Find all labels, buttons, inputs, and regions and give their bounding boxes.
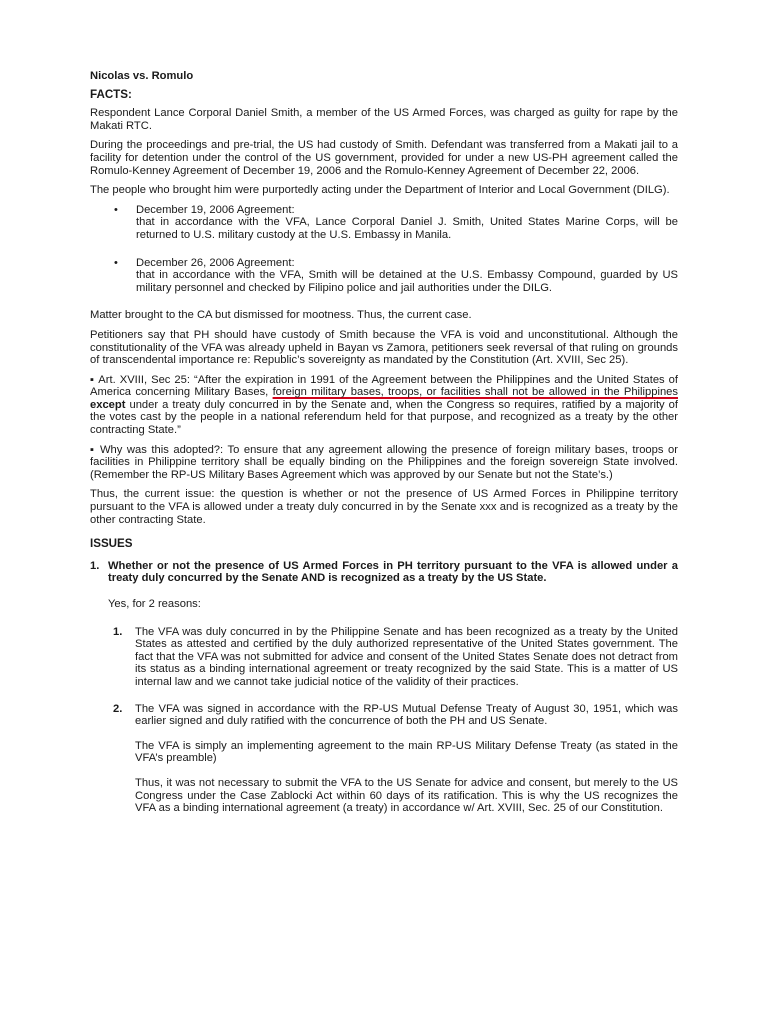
facts-paragraph: The people who brought him were purportedly acting under the Department of Interior and Local Government (DILG).	[90, 184, 670, 197]
agreement-description: that in accordance with the VFA, Lance Corporal Daniel J. Smith, United States Marine Corps, will be returned to U.S. military custody at the U.S. Embassy in Manila.	[136, 216, 678, 241]
agreement-heading: December 26, 2006 Agreement:	[136, 256, 295, 269]
body-paragraph: Matter brought to the CA but dismissed for mootness. Thus, the current case.	[90, 309, 472, 322]
list-item	[90, 257, 678, 295]
issue-item	[90, 560, 678, 585]
reason-paragraph: The VFA is simply an implementing agreement to the main RP-US Military Defense Treaty (as stated in the VFA’s preamble)	[135, 739, 678, 765]
list-item	[90, 703, 678, 815]
article-quote-start: ▪ Art. XVIII, Sec 25: “After the expiration in 1991 of the Agreement between the Philippines and the United States of America concerning Military Bases,	[90, 373, 678, 399]
agreement-description: that in accordance with the VFA, Smith will be detained at the U.S. Embassy Compound, guarded by US military personnel and checked by Filipino police and jail authorities under the DILG.	[136, 269, 678, 294]
reason-paragraph: The VFA was duly concurred in by the Philippine Senate and has been recognized as a treaty by the United States as attested and certified by the duly authorized representative of the United States government. The fact that the VFA was not submitted for advice and consent of the United States Senate does not detract from its status as a binding international agreement or treaty recognized by the said State. This is a matter of US internal law and we cannot take judicial notice of the validity of their practices.	[135, 625, 678, 688]
current-issue-paragraph: Thus, the current issue: the question is whether or not the presence of US Armed Forces in Philippine territory pursuant to the VFA is allowed under a treaty duly concurred in by the Senate xxx and is recognized as a treaty by the other contracting State.	[90, 488, 678, 526]
reasons-list	[90, 626, 678, 815]
reason-number: 1.	[113, 625, 123, 638]
list-item	[90, 626, 678, 689]
reason-number: 2.	[113, 702, 123, 715]
facts-heading: FACTS:	[90, 87, 132, 101]
list-item	[90, 204, 678, 242]
reason-paragraph: The VFA was signed in accordance with the RP-US Mutual Defense Treaty of August 30, 1951, which was earlier signed and duly ratified with the concurrence of both the PH and US Senate.	[135, 702, 678, 728]
document-page	[90, 70, 678, 829]
underlined-provision: foreign military bases, troops, or facilities shall not be allowed in the Philippines	[272, 386, 678, 399]
agreement-heading: December 19, 2006 Agreement:	[136, 203, 295, 216]
article-quote-end: under a treaty duly concurred in by the Senate and, when the Congress so requires, ratified by a majority of the votes cast by the people in a national referendum held for that purpose, and recognized as a treaty by the other contracting State.”	[90, 398, 678, 437]
bold-exception: except	[90, 398, 126, 411]
issues-heading: ISSUES	[90, 537, 133, 551]
why-adopted-paragraph: ▪ Why was this adopted?: To ensure that any agreement allowing the presence of foreign military bases, troops or facilities in Philippine territory shall be equally binding on the Philippines and the foreign sovereign State involved. (Remember the RP-US Military Bases Agreement which was approved by our Senate but not the State’s.)	[90, 443, 678, 481]
case-title: Nicolas vs. Romulo	[90, 70, 194, 82]
issue-number: 1.	[90, 559, 100, 572]
issue-text: Whether or not the presence of US Armed Forces in PH territory pursuant to the VFA is allowed under a treaty duly concurred by the Senate AND is recognized as a treaty by the US State.	[108, 559, 678, 585]
facts-paragraph: During the proceedings and pre-trial, the US had custody of Smith. Defendant was transferred from a Makati jail to a facility for detention under the control of the US government, provided for under a new US-PH agreement called the Romulo-Kenney Agreement of December 19, 2006 and the Romulo-Kenney Agreement of December 22, 2006.	[90, 139, 678, 177]
answer-text: Yes, for 2 reasons:	[108, 598, 201, 610]
reason-paragraph: Thus, it was not necessary to submit the VFA to the US Senate for advice and consent, but merely to the US Congress under the Case Zablocki Act within 60 days of its ratification. This is why the US recognizes the VFA as a binding international agreement (a treaty) in accordance w/ Art. XVIII, Sec. 25 of our Constitution.	[135, 776, 678, 815]
article-quote	[90, 374, 678, 437]
bullet-icon: •	[114, 256, 118, 269]
body-paragraph: Petitioners say that PH should have custody of Smith because the VFA is void and unconstitutional. Although the constitutionality of the VFA was already upheld in Bayan vs Zamora, petitioners seek reversal of that ruling on grounds of transcendental importance re: Republic’s sovereignty as mandated by the Constitution (Art. XVIII, Sec 25).	[90, 328, 678, 367]
bullet-icon: •	[114, 203, 118, 216]
facts-paragraph: Respondent Lance Corporal Daniel Smith, a member of the US Armed Forces, was charged as guilty for rape by the Makati RTC.	[90, 107, 678, 132]
agreement-list	[90, 204, 678, 295]
